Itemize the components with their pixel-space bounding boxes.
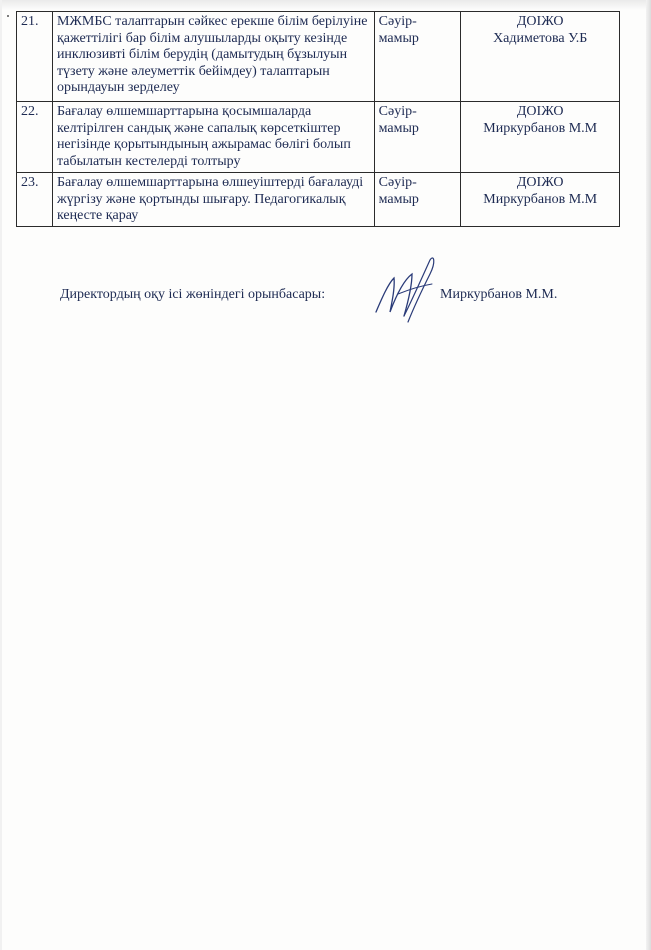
row-number: 23. [17, 173, 53, 227]
responsible-role: ДОІЖО [516, 104, 564, 119]
scan-speck [7, 15, 9, 17]
handwritten-signature [368, 250, 448, 332]
task-term: Сәуір-мамыр [374, 102, 461, 173]
task-description: Бағалау өлшемшарттарына өлшеуіштерді бағалауді жүргізу және қортынды шығару. Педагогикалық кеңесте қарау [52, 173, 374, 227]
task-description: МЖМБС талаптарын сәйкес ерекше білім берілуіне қажеттілігі бар білім алушыларды оқыту кезінде инклюзивті білім берудің (дамытудың бұзылуын түзету және әлеуметтік бейімдеу) талаптарын орындауын зерделеу [52, 12, 374, 102]
row-number: 22. [17, 102, 53, 173]
responsible-cell [461, 102, 620, 173]
task-term: Сәуір-мамыр [374, 173, 461, 227]
responsible-cell [461, 173, 620, 227]
responsible-role: ДОІЖО [516, 14, 564, 29]
task-term: Сәуір-мамыр [374, 12, 461, 102]
plan-table [16, 11, 620, 227]
task-description: Бағалау өлшемшарттарына қосымшаларда келтірілген сандық және сапалық көрсеткіштер негізінде қорытындының ажырамас бөлігі болып табылатын кестелерді толтыру [52, 102, 374, 173]
responsible-role: ДОІЖО [516, 175, 564, 190]
scan-edge-right [646, 0, 651, 950]
responsible-name: Миркурбанов М.М [483, 120, 598, 136]
responsible-name: Миркурбанов М.М [483, 191, 598, 207]
scan-shadow-top [0, 0, 651, 10]
responsible-name: Хадиметова У.Б [493, 30, 588, 46]
table-row [17, 173, 620, 227]
responsible-cell [461, 12, 620, 102]
scan-edge-left [0, 0, 2, 950]
row-number: 21. [17, 12, 53, 102]
signatory-name: Миркурбанов М.М. [440, 287, 558, 302]
table-row [17, 12, 620, 102]
signatory-title: Директордың оқу ісі жөніндегі орынбасары: [60, 287, 326, 302]
table-row [17, 102, 620, 173]
